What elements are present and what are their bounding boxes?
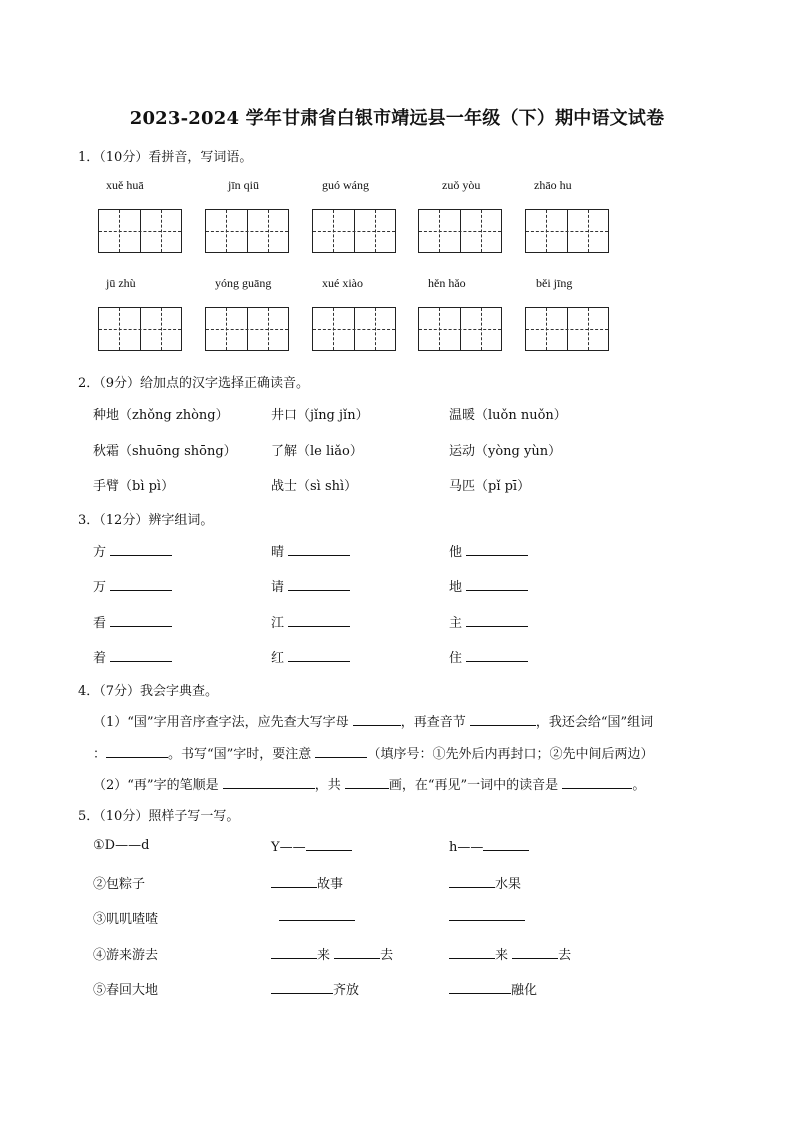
answer-blank[interactable] (470, 713, 536, 726)
char-label: 着 (93, 651, 107, 666)
word-item (93, 647, 172, 666)
fill-text: 去 (558, 948, 572, 963)
pinyin-label: běi jīng (536, 276, 573, 290)
answer-blank[interactable] (449, 946, 495, 959)
fill-item (449, 944, 571, 963)
answer-blank[interactable] (306, 838, 352, 851)
answer-blank[interactable] (334, 946, 380, 959)
q4-line-2 (93, 743, 653, 762)
word-item (271, 541, 350, 560)
q4-text: ，共 (314, 778, 341, 793)
q4-text: （填序号：①先外后内再封口；②先中间后两边） (367, 747, 654, 762)
answer-blank[interactable] (315, 745, 367, 758)
writing-grid[interactable] (312, 209, 396, 253)
fill-item (271, 838, 352, 855)
word-item (449, 541, 528, 560)
example-item: ②包粽子 (93, 877, 146, 892)
answer-blank[interactable] (288, 614, 350, 627)
fill-text: 融化 (511, 983, 538, 998)
fill-text: 去 (380, 948, 394, 963)
writing-grid[interactable] (98, 209, 182, 253)
char-label: 主 (449, 616, 463, 631)
pinyin-label: jīn qiū (228, 178, 260, 192)
writing-grid[interactable] (205, 209, 289, 253)
writing-grid[interactable] (205, 307, 289, 351)
answer-blank[interactable] (271, 875, 317, 888)
fill-text: 水果 (495, 877, 522, 892)
word-item (93, 541, 172, 560)
pronunciation-item[interactable]: 秋霜（shuōng shōng） (93, 444, 237, 459)
pinyin-label: guó wáng (322, 178, 369, 192)
writing-grid[interactable] (98, 307, 182, 351)
char-label: 江 (271, 616, 285, 631)
word-item (271, 647, 350, 666)
writing-grid[interactable] (525, 209, 609, 253)
q4-text: ，再查音节 (400, 715, 466, 730)
pinyin-label: jū zhù (106, 276, 136, 290)
char-label: 住 (449, 651, 463, 666)
fill-item (449, 873, 521, 892)
char-label: 他 (449, 545, 463, 560)
answer-blank[interactable] (110, 614, 172, 627)
pinyin-label: zhāo hu (534, 178, 572, 192)
fill-item (279, 908, 355, 925)
q4-text: 画，在“再见”一词中的读音是 (388, 778, 559, 793)
pronunciation-item[interactable]: 井口（jǐng jǐn） (271, 408, 369, 423)
pronunciation-item[interactable]: 了解（le liǎo） (271, 444, 363, 459)
question-5-heading: 5．（10分）照样子写一写。 (78, 809, 240, 824)
writing-grid[interactable] (418, 209, 502, 253)
word-item (449, 576, 528, 595)
writing-grid[interactable] (418, 307, 502, 351)
answer-blank[interactable] (288, 578, 350, 591)
fill-item (271, 944, 393, 963)
answer-blank[interactable] (223, 776, 315, 789)
word-item (271, 576, 350, 595)
fill-text: 故事 (317, 877, 344, 892)
answer-blank[interactable] (288, 649, 350, 662)
pinyin-label: yóng guāng (215, 276, 272, 290)
answer-blank[interactable] (562, 776, 632, 789)
pinyin-label: xuě huā (106, 178, 144, 192)
fill-item (271, 873, 343, 892)
answer-blank[interactable] (353, 713, 401, 726)
pinyin-label: xué xiào (322, 276, 363, 290)
fill-item (449, 838, 529, 855)
answer-blank[interactable] (449, 875, 495, 888)
example-item: ④游来游去 (93, 948, 159, 963)
page-title: 2023-2024 学年甘肃省白银市靖远县一年级（下）期中语文试卷 (129, 108, 665, 129)
pinyin-label: zuǒ yòu (442, 178, 481, 192)
q4-line-1 (93, 711, 653, 730)
q4-text: （2）“再”字的笔顺是 (93, 778, 219, 793)
fill-text: 来 (317, 948, 331, 963)
question-3-heading: 3．（12分）辨字组词。 (78, 513, 214, 528)
example-item: ③叽叽喳喳 (93, 912, 159, 927)
answer-blank[interactable] (110, 649, 172, 662)
fill-item (449, 908, 525, 925)
fill-text: 来 (495, 948, 509, 963)
word-item (449, 647, 528, 666)
answer-blank[interactable] (449, 908, 525, 921)
char-label: 地 (449, 580, 463, 595)
writing-grid[interactable] (525, 307, 609, 351)
word-item (93, 612, 172, 631)
example-item: ①D——d (93, 838, 150, 853)
q4-text: （1）“国”字用音序查字法，应先查大写字母 (93, 715, 349, 730)
answer-blank[interactable] (110, 578, 172, 591)
answer-blank[interactable] (279, 908, 355, 921)
char-label: 红 (271, 651, 285, 666)
answer-blank[interactable] (466, 543, 528, 556)
pronunciation-item[interactable]: 温暖（luǒn nuǒn） (449, 408, 567, 423)
answer-blank[interactable] (466, 578, 528, 591)
answer-blank[interactable] (110, 543, 172, 556)
answer-blank[interactable] (466, 649, 528, 662)
fill-text: Y—— (271, 840, 306, 855)
pinyin-label: hěn hǎo (428, 276, 466, 290)
char-label: 方 (93, 545, 107, 560)
question-2-heading: 2．（9分）给加点的汉字选择正确读音。 (78, 376, 310, 391)
answer-blank[interactable] (271, 946, 317, 959)
answer-blank[interactable] (466, 614, 528, 627)
char-label: 晴 (271, 545, 285, 560)
fill-text: h—— (449, 840, 484, 855)
word-item (449, 612, 528, 631)
q4-text: ，我还会给“国”组词 (535, 715, 654, 730)
example-item: ⑤春回大地 (93, 983, 159, 998)
q4-text: 。 (632, 778, 646, 793)
answer-blank[interactable] (345, 776, 389, 789)
fill-item (271, 979, 359, 998)
answer-blank[interactable] (271, 981, 333, 994)
answer-blank[interactable] (483, 838, 529, 851)
pronunciation-item[interactable]: 运动（yòng yùn） (449, 444, 562, 459)
char-label: 万 (93, 580, 107, 595)
pronunciation-item[interactable]: 种地（zhǒng zhòng） (93, 408, 229, 423)
answer-blank[interactable] (106, 745, 168, 758)
char-label: 看 (93, 616, 107, 631)
answer-blank[interactable] (449, 981, 511, 994)
question-4-heading: 4．（7分）我会字典查。 (78, 684, 219, 699)
fill-item (449, 979, 537, 998)
answer-blank[interactable] (288, 543, 350, 556)
q4-line-3 (93, 774, 645, 793)
pronunciation-item[interactable]: 马匹（pǐ pī） (449, 479, 531, 494)
q4-text: ： (93, 747, 107, 762)
fill-text: 齐放 (333, 983, 360, 998)
word-item (93, 576, 172, 595)
char-label: 请 (271, 580, 285, 595)
writing-grid[interactable] (312, 307, 396, 351)
word-item (271, 612, 350, 631)
pronunciation-item[interactable]: 战士（sì shì） (271, 479, 358, 494)
pronunciation-item[interactable]: 手臂（bì pì） (93, 479, 175, 494)
question-1-heading: 1．（10分）看拼音，写词语。 (78, 150, 253, 165)
q4-text: 。书写“国”字时，要注意 (168, 747, 312, 762)
answer-blank[interactable] (512, 946, 558, 959)
